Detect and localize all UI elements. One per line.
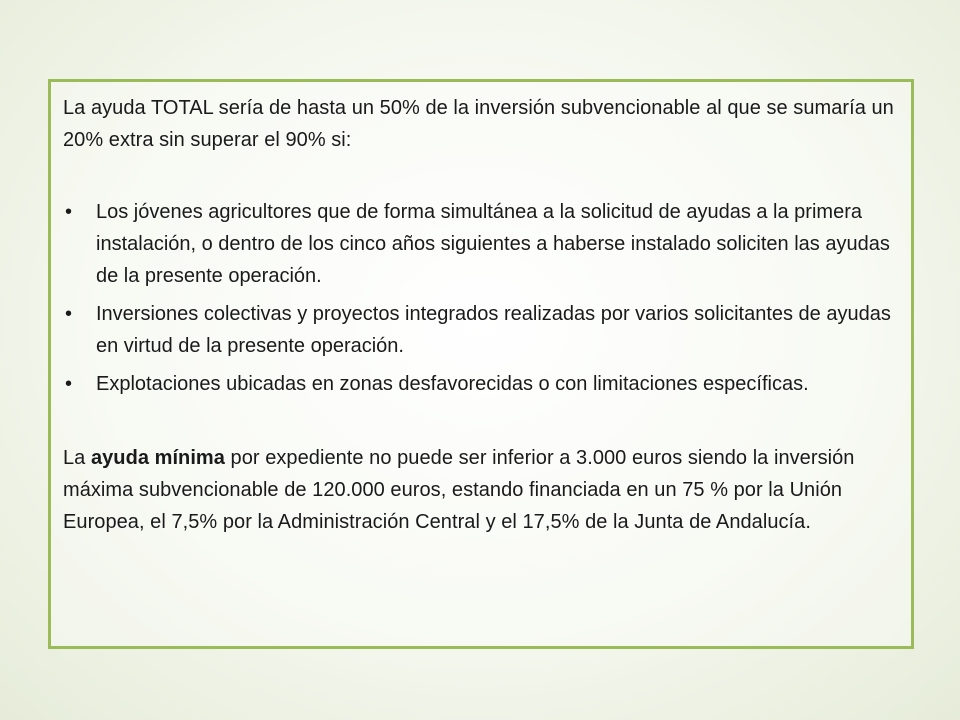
bullet-text: Inversiones colectivas y proyectos integrados realizadas por varios solicitantes de ayudas en virtud de la presente operación. <box>96 303 891 357</box>
bullet-text: Explotaciones ubicadas en zonas desfavorecidas o con limitaciones específicas. <box>96 373 809 395</box>
closing-bold-term: ayuda mínima <box>90 447 225 469</box>
closing-text-start: La <box>63 447 91 469</box>
intro-paragraph: La ayuda TOTAL sería de hasta un 50% de la inversión subvencionable al que se sumaría un 20% extra sin superar el 90% si: <box>63 97 894 151</box>
bullet-icon: • <box>65 303 73 325</box>
bullet-list <box>63 196 899 400</box>
bullet-text: Los jóvenes agricultores que de forma simultánea a la solicitud de ayudas a la primera instalación, o dentro de los cinco años siguientes a haberse instalado soliciten las ayudas de la presente operación. <box>96 201 890 287</box>
content-box <box>48 79 914 649</box>
closing-paragraph <box>63 442 899 538</box>
bullet-icon: • <box>65 201 73 223</box>
list-item <box>63 196 899 292</box>
list-item <box>63 368 899 400</box>
bullet-icon: • <box>65 373 73 395</box>
closing-text-end: por expediente no puede ser inferior a 3.000 euros siendo la inversión máxima subvencionable de 120.000 euros, estando financiada en un 75 % por la Unión Europea, el 7,5% por la Administración Central y el 17,5% de la Junta de Andalucía. <box>63 447 855 533</box>
list-item <box>63 298 899 362</box>
